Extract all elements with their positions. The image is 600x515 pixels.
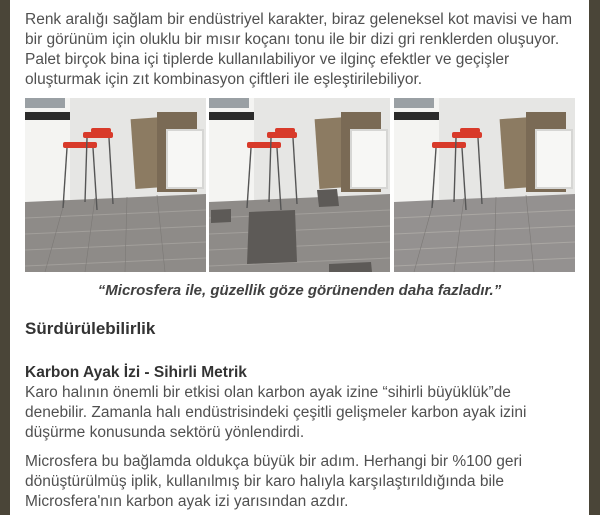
article-page xyxy=(10,0,589,515)
microsfera-paragraph: Microsfera bu bağlamda oldukça büyük bir adım. Herhangi bir %100 geri dönüştürülmüş iplik, kullanılmış bir karo halıyla karşılaştırıldığında bile Microsfera'nın karbon ayak izi yarısından azdır. xyxy=(25,453,523,510)
subsection-title: Karbon Ayak İzi - Sihirli Metrik xyxy=(25,364,247,381)
carpet-photo-tiles[interactable] xyxy=(209,98,390,272)
intro-paragraph: Renk aralığı sağlam bir endüstriyel karakter, biraz geleneksel kot mavisi ve ham bir görünüm için oluklu bir mısır koçanı tonu ile bir dizi gri renklerden oluşuyor. Palet birçok bina içi tiplerde kullanılabiliyor ve ilginç efektler ve geçişler oluşturmak için zıt kombinasyon çiftleri ile eşleştirilebiliyor. xyxy=(25,11,573,88)
carpet-photo-plain-alt[interactable] xyxy=(394,98,575,272)
section-title: Sürdürülebilirlik xyxy=(25,319,156,338)
carpet-photo-plain[interactable] xyxy=(25,98,206,272)
pull-quote: “Microsfera ile, güzellik göze görünenden daha fazladır.” xyxy=(97,282,502,299)
photo-gallery xyxy=(10,98,589,272)
carbon-paragraph: Karo halının önemli bir etkisi olan karbon ayak izine “sihirli büyüklük”de denebilir. Zamanla halı endüstrisindeki çeşitli gelişmeler karbon ayak izini düşürme konusunda sektörü yönlendirdi. xyxy=(25,384,527,441)
